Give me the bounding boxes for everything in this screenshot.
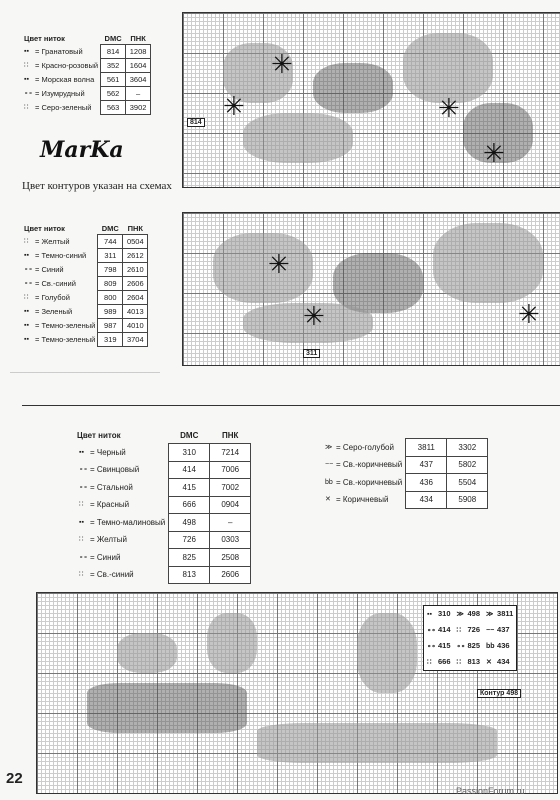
thread-color-name: = Коричневый — [336, 495, 389, 505]
key-row — [22, 277, 148, 291]
dmc-code: 726 — [169, 531, 210, 549]
thread-color-name: = Красно-розовый — [35, 60, 99, 70]
pnk-code: 2612 — [123, 249, 148, 263]
section-divider — [10, 372, 160, 373]
pnk-code: 3902 — [126, 101, 151, 115]
pnk-code: 5908 — [447, 491, 488, 509]
chevron-symbol-icon: ≫ — [325, 443, 333, 451]
dotted-square-symbol-icon: ∷ — [79, 571, 84, 579]
legend-code: 436 — [497, 641, 510, 651]
chevron-symbol-icon: ≫ — [456, 610, 464, 618]
thread-color-name: = Гранатовый — [35, 46, 83, 56]
solid-square-symbol-icon: ▪▪ — [79, 518, 84, 526]
contour-label — [477, 689, 521, 698]
dmc-code: 813 — [169, 566, 210, 584]
dmc-code: 562 — [101, 87, 126, 101]
thread-color-name: = Желтый — [90, 535, 127, 545]
pnk-code: – — [126, 87, 151, 101]
dmc-code: 310 — [169, 444, 210, 462]
key-row — [22, 59, 151, 73]
dotted-square-symbol-icon: ∷ — [79, 501, 84, 509]
dotted-square-symbol-icon: ∷ — [456, 658, 461, 666]
dash-symbol-icon: −− — [486, 626, 495, 634]
ring-symbol-icon: ∘∘ — [79, 553, 88, 561]
thread-color-name: = Темно-зеленый — [35, 334, 96, 344]
pnk-code: 3604 — [126, 73, 151, 87]
chevron-symbol-icon: ≫ — [486, 610, 494, 618]
legend-row — [424, 638, 516, 654]
legend-code: 414 — [438, 625, 451, 635]
key-header-dmc: DMC — [104, 33, 122, 43]
legend-code: 666 — [438, 657, 451, 667]
thread-color-name: = Синий — [90, 552, 121, 562]
legend-row — [424, 622, 516, 638]
ring-symbol-icon: ∘∘ — [24, 266, 33, 273]
dmc-code: 414 — [169, 461, 210, 479]
dmc-code: 814 — [101, 45, 126, 59]
pnk-code: 7006 — [210, 461, 251, 479]
ring-symbol-icon: ∘∘ — [79, 483, 88, 491]
dmc-code: 798 — [98, 263, 123, 277]
contour-value: 498 — [506, 690, 519, 697]
thread-color-name: = Морская волна — [35, 74, 95, 84]
contour-text: Контур — [480, 690, 505, 697]
dmc-code: 989 — [98, 305, 123, 319]
dmc-code: 437 — [406, 456, 447, 474]
ring-symbol-icon: ∘∘ — [24, 280, 33, 287]
cross-stitch-chart-2 — [182, 212, 560, 366]
solid-square-symbol-icon: ▪▪ — [427, 610, 432, 618]
dmc-code: 809 — [98, 277, 123, 291]
key-row — [22, 101, 151, 115]
key-row — [322, 474, 488, 492]
dmc-code: 825 — [169, 549, 210, 567]
solid-square-symbol-icon: ▪▪ — [24, 48, 29, 55]
dmc-code: 434 — [406, 491, 447, 509]
key-row — [76, 444, 251, 462]
thread-color-name: = Изумрудный — [35, 88, 85, 98]
key-header-pnk: ПНК — [127, 223, 143, 233]
pnk-code: 0904 — [210, 496, 251, 514]
thread-color-name: = Св.-коричневый — [336, 460, 403, 470]
solid-square-symbol-icon: ▪▪ — [24, 322, 29, 329]
pnk-code: 2508 — [210, 549, 251, 567]
ring-symbol-icon: ∘∘ — [427, 642, 436, 650]
pnk-code: 3704 — [123, 333, 148, 347]
key-row — [22, 319, 148, 333]
thread-key-2 — [22, 222, 148, 347]
thread-color-name: = Серо-зеленый — [35, 102, 92, 112]
key-row — [76, 496, 251, 514]
thread-key-3-right — [322, 438, 488, 509]
legend-row — [424, 606, 516, 622]
pnk-code: 1604 — [126, 59, 151, 73]
pnk-code: 1208 — [126, 45, 151, 59]
pnk-code: 3302 — [447, 439, 488, 457]
page-number: 22 — [6, 770, 23, 787]
pnk-code: 2610 — [123, 263, 148, 277]
ring-symbol-icon: ∘∘ — [427, 626, 436, 634]
thread-color-name: = Св.-синий — [35, 278, 76, 288]
pnk-code: 7002 — [210, 479, 251, 497]
dmc-code: 987 — [98, 319, 123, 333]
thread-color-name: = Зеленый — [35, 306, 73, 316]
dash-symbol-icon: −− — [325, 461, 334, 469]
pnk-code: 5802 — [447, 456, 488, 474]
key-row — [22, 333, 148, 347]
thread-color-name: = Свинцовый — [90, 465, 140, 475]
dotted-square-symbol-icon: ∷ — [79, 536, 84, 544]
solid-square-symbol-icon: ▪▪ — [24, 252, 29, 259]
key-header-color: Цвет ниток — [77, 431, 121, 441]
pnk-code: 2606 — [210, 566, 251, 584]
star-motif-icon: ✳ — [518, 299, 540, 329]
dmc-code: 563 — [101, 101, 126, 115]
thread-color-name: = Желтый — [35, 236, 70, 246]
chart-color-label: 311 — [303, 349, 320, 358]
thread-color-name: = Стальной — [90, 482, 133, 492]
thread-color-name: = Св.-коричневый — [336, 477, 403, 487]
star-motif-icon: ✳ — [483, 138, 505, 168]
legend-code: 825 — [467, 641, 481, 651]
star-motif-icon: ✳ — [223, 91, 245, 121]
legend-code: 3811 — [497, 609, 514, 619]
contour-note: Цвет контуров указан на схемах — [22, 180, 172, 192]
ring-symbol-icon: ∘∘ — [456, 642, 466, 650]
key-row — [22, 73, 151, 87]
dotted-square-symbol-icon: ∷ — [456, 626, 461, 634]
thread-color-name: = Темно-малиновый — [90, 517, 166, 527]
thread-color-name: = Синий — [35, 264, 64, 274]
key-row — [22, 87, 151, 101]
legend-code: 437 — [497, 625, 510, 635]
key-header-color: Цвет ниток — [24, 33, 65, 43]
thread-color-name: = Серо-голубой — [336, 442, 394, 452]
thread-color-name: = Черный — [90, 447, 126, 457]
dotted-square-symbol-icon: ∷ — [427, 658, 432, 666]
legend-code: 434 — [497, 657, 510, 667]
thread-color-name: = Темно-зеленый — [35, 320, 96, 330]
pnk-code: 0504 — [123, 235, 148, 249]
thread-key-3 — [76, 428, 251, 584]
thread-color-name: = Темно-синий — [35, 250, 87, 260]
key-header-dmc: DMC — [101, 223, 119, 233]
dmc-code: 319 — [98, 333, 123, 347]
pnk-code: 5504 — [447, 474, 488, 492]
thread-color-name: = Св.-синий — [90, 570, 134, 580]
dmc-code: 498 — [169, 514, 210, 532]
pnk-code: 4010 — [123, 319, 148, 333]
star-motif-icon: ✳ — [271, 49, 293, 79]
watermark: PassionForum.ru — [456, 786, 525, 796]
dmc-code: 311 — [98, 249, 123, 263]
pnk-code: 2604 — [123, 291, 148, 305]
key-row — [22, 235, 148, 249]
cross-stitch-chart-3 — [36, 592, 558, 794]
key-row — [76, 566, 251, 584]
cross-symbol-icon: ✕ — [325, 496, 331, 504]
legend-code: 498 — [467, 609, 481, 619]
legend-row — [424, 654, 516, 670]
star-motif-icon: ✳ — [268, 249, 290, 279]
key-row — [76, 514, 251, 532]
key-header-pnk: ПНК — [222, 431, 239, 440]
key-header-color: Цвет ниток — [24, 223, 65, 233]
key-header-dmc: DMC — [180, 431, 199, 440]
key-row — [76, 479, 251, 497]
bb-symbol-icon: bb — [486, 642, 495, 650]
key-row — [76, 461, 251, 479]
dmc-code: 800 — [98, 291, 123, 305]
solid-square-symbol-icon: ▪▪ — [24, 336, 29, 343]
cross-symbol-icon: ✕ — [486, 658, 492, 666]
key-row — [76, 531, 251, 549]
dmc-code: 436 — [406, 474, 447, 492]
legend-code: 310 — [438, 609, 451, 619]
ring-symbol-icon: ∘∘ — [79, 466, 88, 474]
solid-square-symbol-icon: ▪▪ — [24, 308, 29, 315]
star-motif-icon: ✳ — [438, 93, 460, 123]
pnk-code: 2606 — [123, 277, 148, 291]
ring-symbol-icon: ∘∘ — [24, 90, 33, 97]
key-row — [76, 549, 251, 567]
legend-code: 813 — [467, 657, 481, 667]
key-row — [22, 249, 148, 263]
dotted-square-symbol-icon: ∷ — [24, 294, 29, 301]
thread-color-name: = Голубой — [35, 292, 70, 302]
key-row — [322, 456, 488, 474]
key-row — [22, 291, 148, 305]
dotted-square-symbol-icon: ∷ — [24, 238, 29, 245]
chart-color-label: 814 — [187, 118, 205, 127]
legend-code: 726 — [467, 625, 481, 635]
key-row — [322, 491, 488, 509]
key-row — [322, 439, 488, 457]
chart-legend-box — [423, 605, 517, 671]
legend-code: 415 — [438, 641, 451, 651]
pnk-code: 0303 — [210, 531, 251, 549]
thread-color-name: = Красный — [90, 500, 130, 510]
dmc-code: 561 — [101, 73, 126, 87]
section-divider — [22, 405, 560, 406]
pnk-code: 4013 — [123, 305, 148, 319]
solid-square-symbol-icon: ▪▪ — [24, 76, 29, 83]
dotted-square-symbol-icon: ∷ — [24, 104, 29, 111]
key-row — [22, 45, 151, 59]
key-row — [22, 263, 148, 277]
dotted-square-symbol-icon: ∷ — [24, 62, 29, 69]
star-motif-icon: ✳ — [303, 301, 325, 331]
thread-key-1 — [22, 32, 151, 115]
bb-symbol-icon: bb — [325, 478, 333, 486]
dmc-code: 744 — [98, 235, 123, 249]
pnk-code: – — [210, 514, 251, 532]
cross-stitch-chart-1 — [182, 12, 560, 188]
pnk-code: 7214 — [210, 444, 251, 462]
key-header-pnk: ПНК — [130, 33, 146, 43]
dmc-code: 352 — [101, 59, 126, 73]
key-row — [22, 305, 148, 319]
signature: MarKa — [40, 137, 124, 163]
solid-square-symbol-icon: ▪▪ — [79, 448, 84, 456]
dmc-code: 666 — [169, 496, 210, 514]
dmc-code: 3811 — [406, 439, 447, 457]
dmc-code: 415 — [169, 479, 210, 497]
